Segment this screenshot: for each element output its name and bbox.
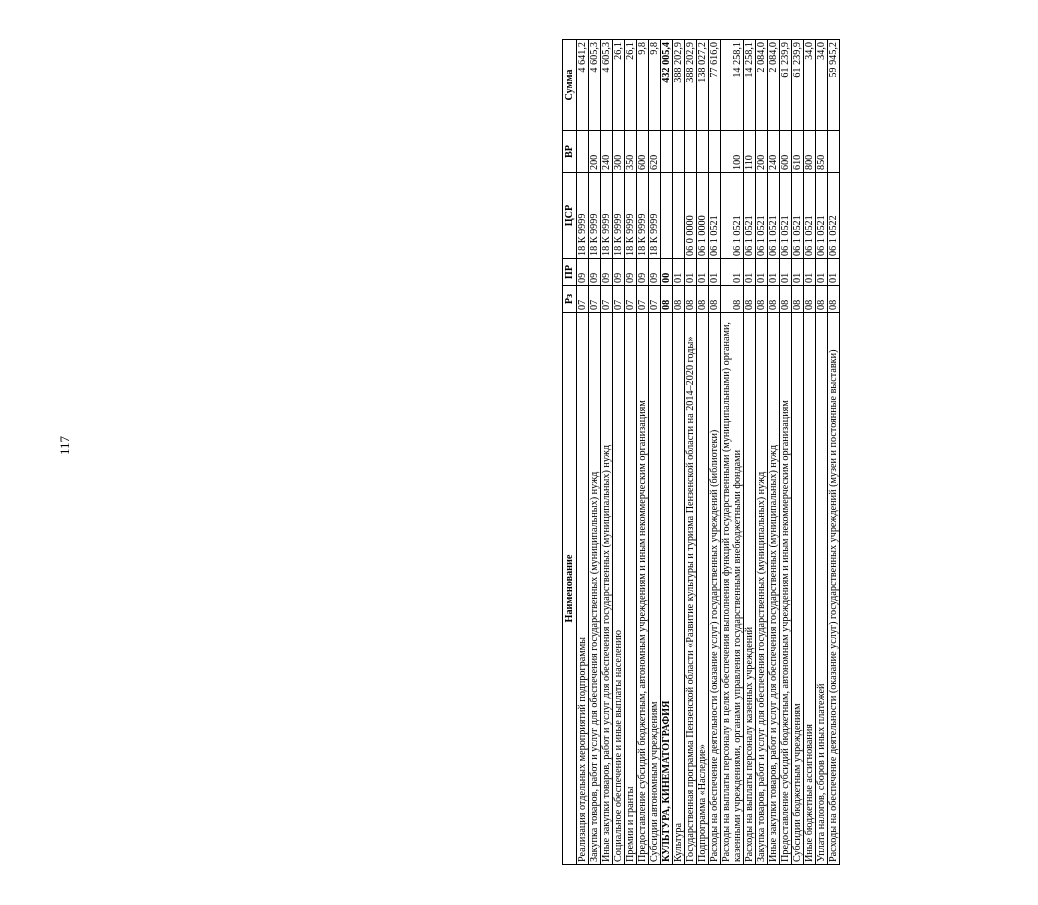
cell-pr: 01: [673, 259, 685, 286]
cell-vr: 600: [780, 131, 792, 173]
cell-vr: [697, 131, 709, 173]
cell-pr: 09: [589, 259, 601, 286]
cell-sum: 14 258,1: [721, 40, 744, 131]
header-sum: Сумма: [563, 40, 577, 131]
table-row: [792, 40, 804, 865]
table-header-row: [563, 40, 577, 865]
cell-sum: 388 202,9: [673, 40, 685, 131]
cell-rz: 08: [816, 286, 828, 313]
cell-rz: 07: [637, 286, 649, 313]
table-row: [589, 40, 601, 865]
cell-sum: 9,8: [649, 40, 661, 131]
cell-sum: 77 616,0: [709, 40, 721, 131]
cell-vr: 800: [804, 131, 816, 173]
cell-name: Иные закупки товаров, работ и услуг для обеспечения государственных (муниципальных) нужд: [601, 313, 613, 865]
cell-csr: 18 К 9999: [601, 173, 613, 259]
cell-vr: 200: [756, 131, 768, 173]
cell-rz: 08: [673, 286, 685, 313]
cell-pr: 01: [685, 259, 697, 286]
cell-name: КУЛЬТУРА, КИНЕМАТОГРАФИЯ: [661, 313, 673, 865]
cell-csr: 06 1 0521: [792, 173, 804, 259]
cell-vr: 200: [589, 131, 601, 173]
cell-name: Уплата налогов, сборов и иных платежей: [816, 313, 828, 865]
table-row: [816, 40, 828, 865]
table-row: [744, 40, 756, 865]
cell-csr: 06 0 0000: [685, 173, 697, 259]
cell-sum: 4 605,3: [601, 40, 613, 131]
cell-pr: 01: [697, 259, 709, 286]
cell-rz: 08: [792, 286, 804, 313]
cell-csr: 06 1 0521: [756, 173, 768, 259]
cell-sum: 4 605,3: [589, 40, 601, 131]
cell-vr: 850: [816, 131, 828, 173]
table-row: [709, 40, 721, 865]
cell-name: Субсидии бюджетным учреждениям: [792, 313, 804, 865]
table-row: [649, 40, 661, 865]
cell-name: Закупка товаров, работ и услуг для обеспечения государственных (муниципальных) нужд: [589, 313, 601, 865]
cell-rz: 08: [780, 286, 792, 313]
cell-sum: 61 239,9: [780, 40, 792, 131]
cell-vr: 240: [601, 131, 613, 173]
cell-pr: 09: [637, 259, 649, 286]
cell-pr: 09: [649, 259, 661, 286]
cell-rz: 07: [649, 286, 661, 313]
cell-rz: 08: [697, 286, 709, 313]
cell-name: Государственная программа Пензенской области «Развитие культуры и туризма Пензенской области на 2014–2020 годы»: [685, 313, 697, 865]
header-name: Наименование: [563, 313, 577, 865]
cell-pr: 01: [780, 259, 792, 286]
cell-sum: 388 202,9: [685, 40, 697, 131]
cell-name: Предоставление субсидий бюджетным, автономным учреждениям и иным некоммерческим организациям: [780, 313, 792, 865]
header-vr: ВР: [563, 131, 577, 173]
cell-vr: 610: [792, 131, 804, 173]
cell-sum: 34,0: [816, 40, 828, 131]
cell-pr: 01: [768, 259, 780, 286]
cell-name: Расходы на выплаты персоналу казенных учреждений: [744, 313, 756, 865]
budget-table-container: [562, 40, 1038, 865]
table-row: [625, 40, 637, 865]
cell-vr: [828, 131, 840, 173]
budget-table: [562, 39, 840, 865]
cell-rz: 08: [756, 286, 768, 313]
cell-name: Расходы на обеспечение деятельности (оказание услуг) государственных учреждений (библиотеки): [709, 313, 721, 865]
cell-csr: 06 1 0521: [744, 173, 756, 259]
cell-vr: 350: [625, 131, 637, 173]
table-row: [637, 40, 649, 865]
cell-vr: [577, 131, 589, 173]
table-row: [601, 40, 613, 865]
cell-name: Социальное обеспечение и иные выплаты населению: [613, 313, 625, 865]
cell-rz: 08: [685, 286, 697, 313]
cell-vr: 600: [637, 131, 649, 173]
cell-pr: 01: [721, 259, 744, 286]
cell-pr: 01: [792, 259, 804, 286]
table-row: [673, 40, 685, 865]
cell-csr: 18 К 9999: [625, 173, 637, 259]
cell-sum: 61 239,9: [792, 40, 804, 131]
cell-pr: 09: [625, 259, 637, 286]
cell-sum: 34,0: [804, 40, 816, 131]
cell-csr: 18 К 9999: [577, 173, 589, 259]
cell-sum: 26,1: [625, 40, 637, 131]
cell-name: Реализация отдельных мероприятий подпрограммы: [577, 313, 589, 865]
cell-name: Расходы на выплаты персоналу в целях обеспечения выполнения функций государственными (муниципальными) органами, казенными учреждениями, органами управления государственными внебюджетными фондами: [721, 313, 744, 865]
cell-pr: 01: [756, 259, 768, 286]
cell-pr: 01: [816, 259, 828, 286]
cell-rz: 08: [709, 286, 721, 313]
header-pr: ПР: [563, 259, 577, 286]
cell-vr: [661, 131, 673, 173]
page-number: 117: [57, 435, 73, 456]
table-row: [780, 40, 792, 865]
cell-sum: 138 027,2: [697, 40, 709, 131]
cell-rz: 07: [613, 286, 625, 313]
cell-name: Иные бюджетные ассигнования: [804, 313, 816, 865]
cell-pr: 09: [601, 259, 613, 286]
cell-sum: 4 641,2: [577, 40, 589, 131]
cell-pr: 01: [709, 259, 721, 286]
cell-pr: 00: [661, 259, 673, 286]
cell-rz: 08: [828, 286, 840, 313]
cell-vr: 110: [744, 131, 756, 173]
header-csr: ЦСР: [563, 173, 577, 259]
table-body: [577, 40, 840, 865]
table-row: [577, 40, 589, 865]
cell-sum: 2 084,0: [768, 40, 780, 131]
cell-vr: 100: [721, 131, 744, 173]
cell-csr: [673, 173, 685, 259]
cell-csr: 18 К 9999: [637, 173, 649, 259]
cell-vr: [709, 131, 721, 173]
table-row: [685, 40, 697, 865]
cell-name: Иные закупки товаров, работ и услуг для обеспечения государственных (муниципальных) нужд: [768, 313, 780, 865]
cell-pr: 01: [828, 259, 840, 286]
cell-vr: [685, 131, 697, 173]
cell-csr: [661, 173, 673, 259]
cell-vr: 240: [768, 131, 780, 173]
cell-name: Предоставление субсидий бюджетным, автономным учреждениям и иным некоммерческим организациям: [637, 313, 649, 865]
cell-csr: 18 К 9999: [649, 173, 661, 259]
cell-csr: 06 1 0521: [816, 173, 828, 259]
cell-rz: 07: [601, 286, 613, 313]
table-row: [661, 40, 673, 865]
table-row: [768, 40, 780, 865]
cell-csr: 06 1 0521: [804, 173, 816, 259]
cell-name: Расходы на обеспечение деятельности (оказание услуг) государственных учреждений (музеи и постоянные выставки): [828, 313, 840, 865]
cell-rz: 07: [577, 286, 589, 313]
cell-csr: 06 1 0000: [697, 173, 709, 259]
table-row: [613, 40, 625, 865]
cell-sum: 26,1: [613, 40, 625, 131]
cell-pr: 09: [613, 259, 625, 286]
cell-rz: 07: [625, 286, 637, 313]
cell-pr: 01: [744, 259, 756, 286]
cell-csr: 06 1 0521: [709, 173, 721, 259]
table-row: [828, 40, 840, 865]
cell-name: Субсидии автономным учреждениям: [649, 313, 661, 865]
table-row: [804, 40, 816, 865]
cell-sum: 432 005,4: [661, 40, 673, 131]
cell-rz: 08: [661, 286, 673, 313]
cell-name: Закупка товаров, работ и услуг для обеспечения государственных (муниципальных) нужд: [756, 313, 768, 865]
cell-pr: 01: [804, 259, 816, 286]
cell-csr: 18 К 9999: [613, 173, 625, 259]
cell-sum: 59 945,2: [828, 40, 840, 131]
cell-pr: 09: [577, 259, 589, 286]
cell-rz: 08: [721, 286, 744, 313]
cell-name: Культура: [673, 313, 685, 865]
cell-sum: 14 258,1: [744, 40, 756, 131]
cell-name: Премии и гранты: [625, 313, 637, 865]
header-rz: Рз: [563, 286, 577, 313]
table-row: [756, 40, 768, 865]
cell-sum: 2 084,0: [756, 40, 768, 131]
cell-rz: 08: [744, 286, 756, 313]
cell-name: Подпрограмма «Наследие»: [697, 313, 709, 865]
table-row: [697, 40, 709, 865]
cell-csr: 18 К 9999: [589, 173, 601, 259]
cell-vr: [673, 131, 685, 173]
cell-csr: 06 1 0522: [828, 173, 840, 259]
cell-vr: 620: [649, 131, 661, 173]
table-row: [721, 40, 744, 865]
cell-sum: 9,8: [637, 40, 649, 131]
cell-csr: 06 1 0521: [768, 173, 780, 259]
cell-rz: 07: [589, 286, 601, 313]
cell-rz: 08: [804, 286, 816, 313]
cell-rz: 08: [768, 286, 780, 313]
cell-csr: 06 1 0521: [780, 173, 792, 259]
cell-vr: 300: [613, 131, 625, 173]
cell-csr: 06 1 0521: [721, 173, 744, 259]
